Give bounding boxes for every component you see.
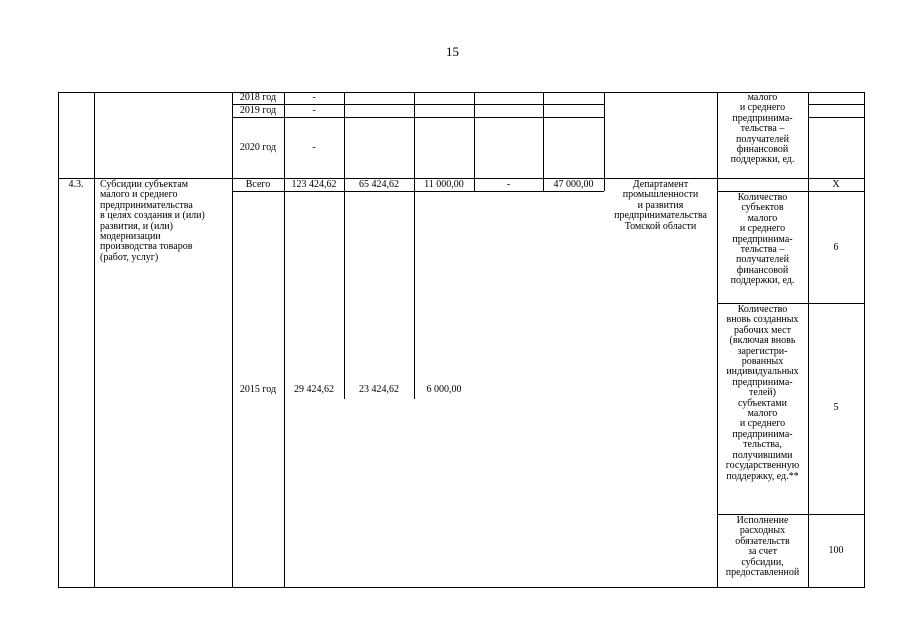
indicator-cell: Количество вновь созданных рабочих мест (включая вновь зарегистри- рованных индивидуальных предпринима- телей) субъектами малого и среднего предпринима- тельства, получившими государственную поддержку, ед.** [725, 304, 800, 482]
regional-cell: 11 000,00 [424, 179, 464, 190]
grid-line [414, 92, 415, 399]
grid-line [232, 117, 604, 118]
grid-line [808, 104, 865, 105]
year-cell: 2018 год [239, 92, 277, 103]
grid-line [474, 92, 475, 191]
federal-cell: 23 424,62 [359, 384, 399, 395]
value-cell: X [832, 179, 840, 190]
extra-cell: 47 000,00 [553, 179, 594, 190]
value-cell: 5 [833, 402, 839, 413]
indicator-cell: Исполнение расходных обязательств за счет субсидии, предоставленной [725, 515, 800, 579]
grid-line [232, 104, 604, 105]
grid-line [808, 117, 865, 118]
year-cell: 2019 год [239, 105, 277, 116]
federal-cell: 65 424,62 [359, 179, 399, 190]
total-cell: 123 424,62 [291, 179, 337, 190]
year-cell: 2015 год [239, 384, 277, 395]
year-cell: 2020 год [239, 142, 277, 153]
grid-line [543, 92, 544, 191]
indicator-cell: малого и среднего предпринима- тельства – получателей финансовой поддержки, ед. [730, 92, 795, 166]
grid-line [232, 191, 604, 192]
grid-line [604, 92, 605, 191]
grid-line [94, 92, 95, 588]
total-cell: - [312, 105, 316, 116]
year-cell: Всего [245, 179, 271, 190]
grid-line [58, 587, 865, 588]
item-name: Субсидии субъектам малого и среднего предпринимательства в целях создания и (или) развития, и (или) модернизации производства товаров (работ, услуг) [100, 179, 205, 263]
indicator-cell: Количество субъектов малого и среднего предпринима- тельства – получателей финансовой поддержки, ед. [730, 192, 795, 287]
local-cell: - [506, 179, 511, 190]
grid-line [284, 92, 285, 588]
value-cell: 6 [833, 242, 839, 253]
total-cell: - [312, 142, 316, 153]
total-cell: 29 424,62 [294, 384, 334, 395]
grid-line [232, 92, 233, 588]
grid-line [344, 92, 345, 399]
regional-cell: 6 000,00 [426, 384, 462, 395]
page-number: 15 [446, 44, 459, 59]
grid-line [58, 92, 59, 588]
item-number: 4.3. [68, 179, 84, 190]
value-cell: 100 [828, 545, 844, 556]
total-cell: - [312, 92, 316, 103]
executor: Департамент промышленности и развития предпринимательства Томской области [614, 179, 707, 232]
